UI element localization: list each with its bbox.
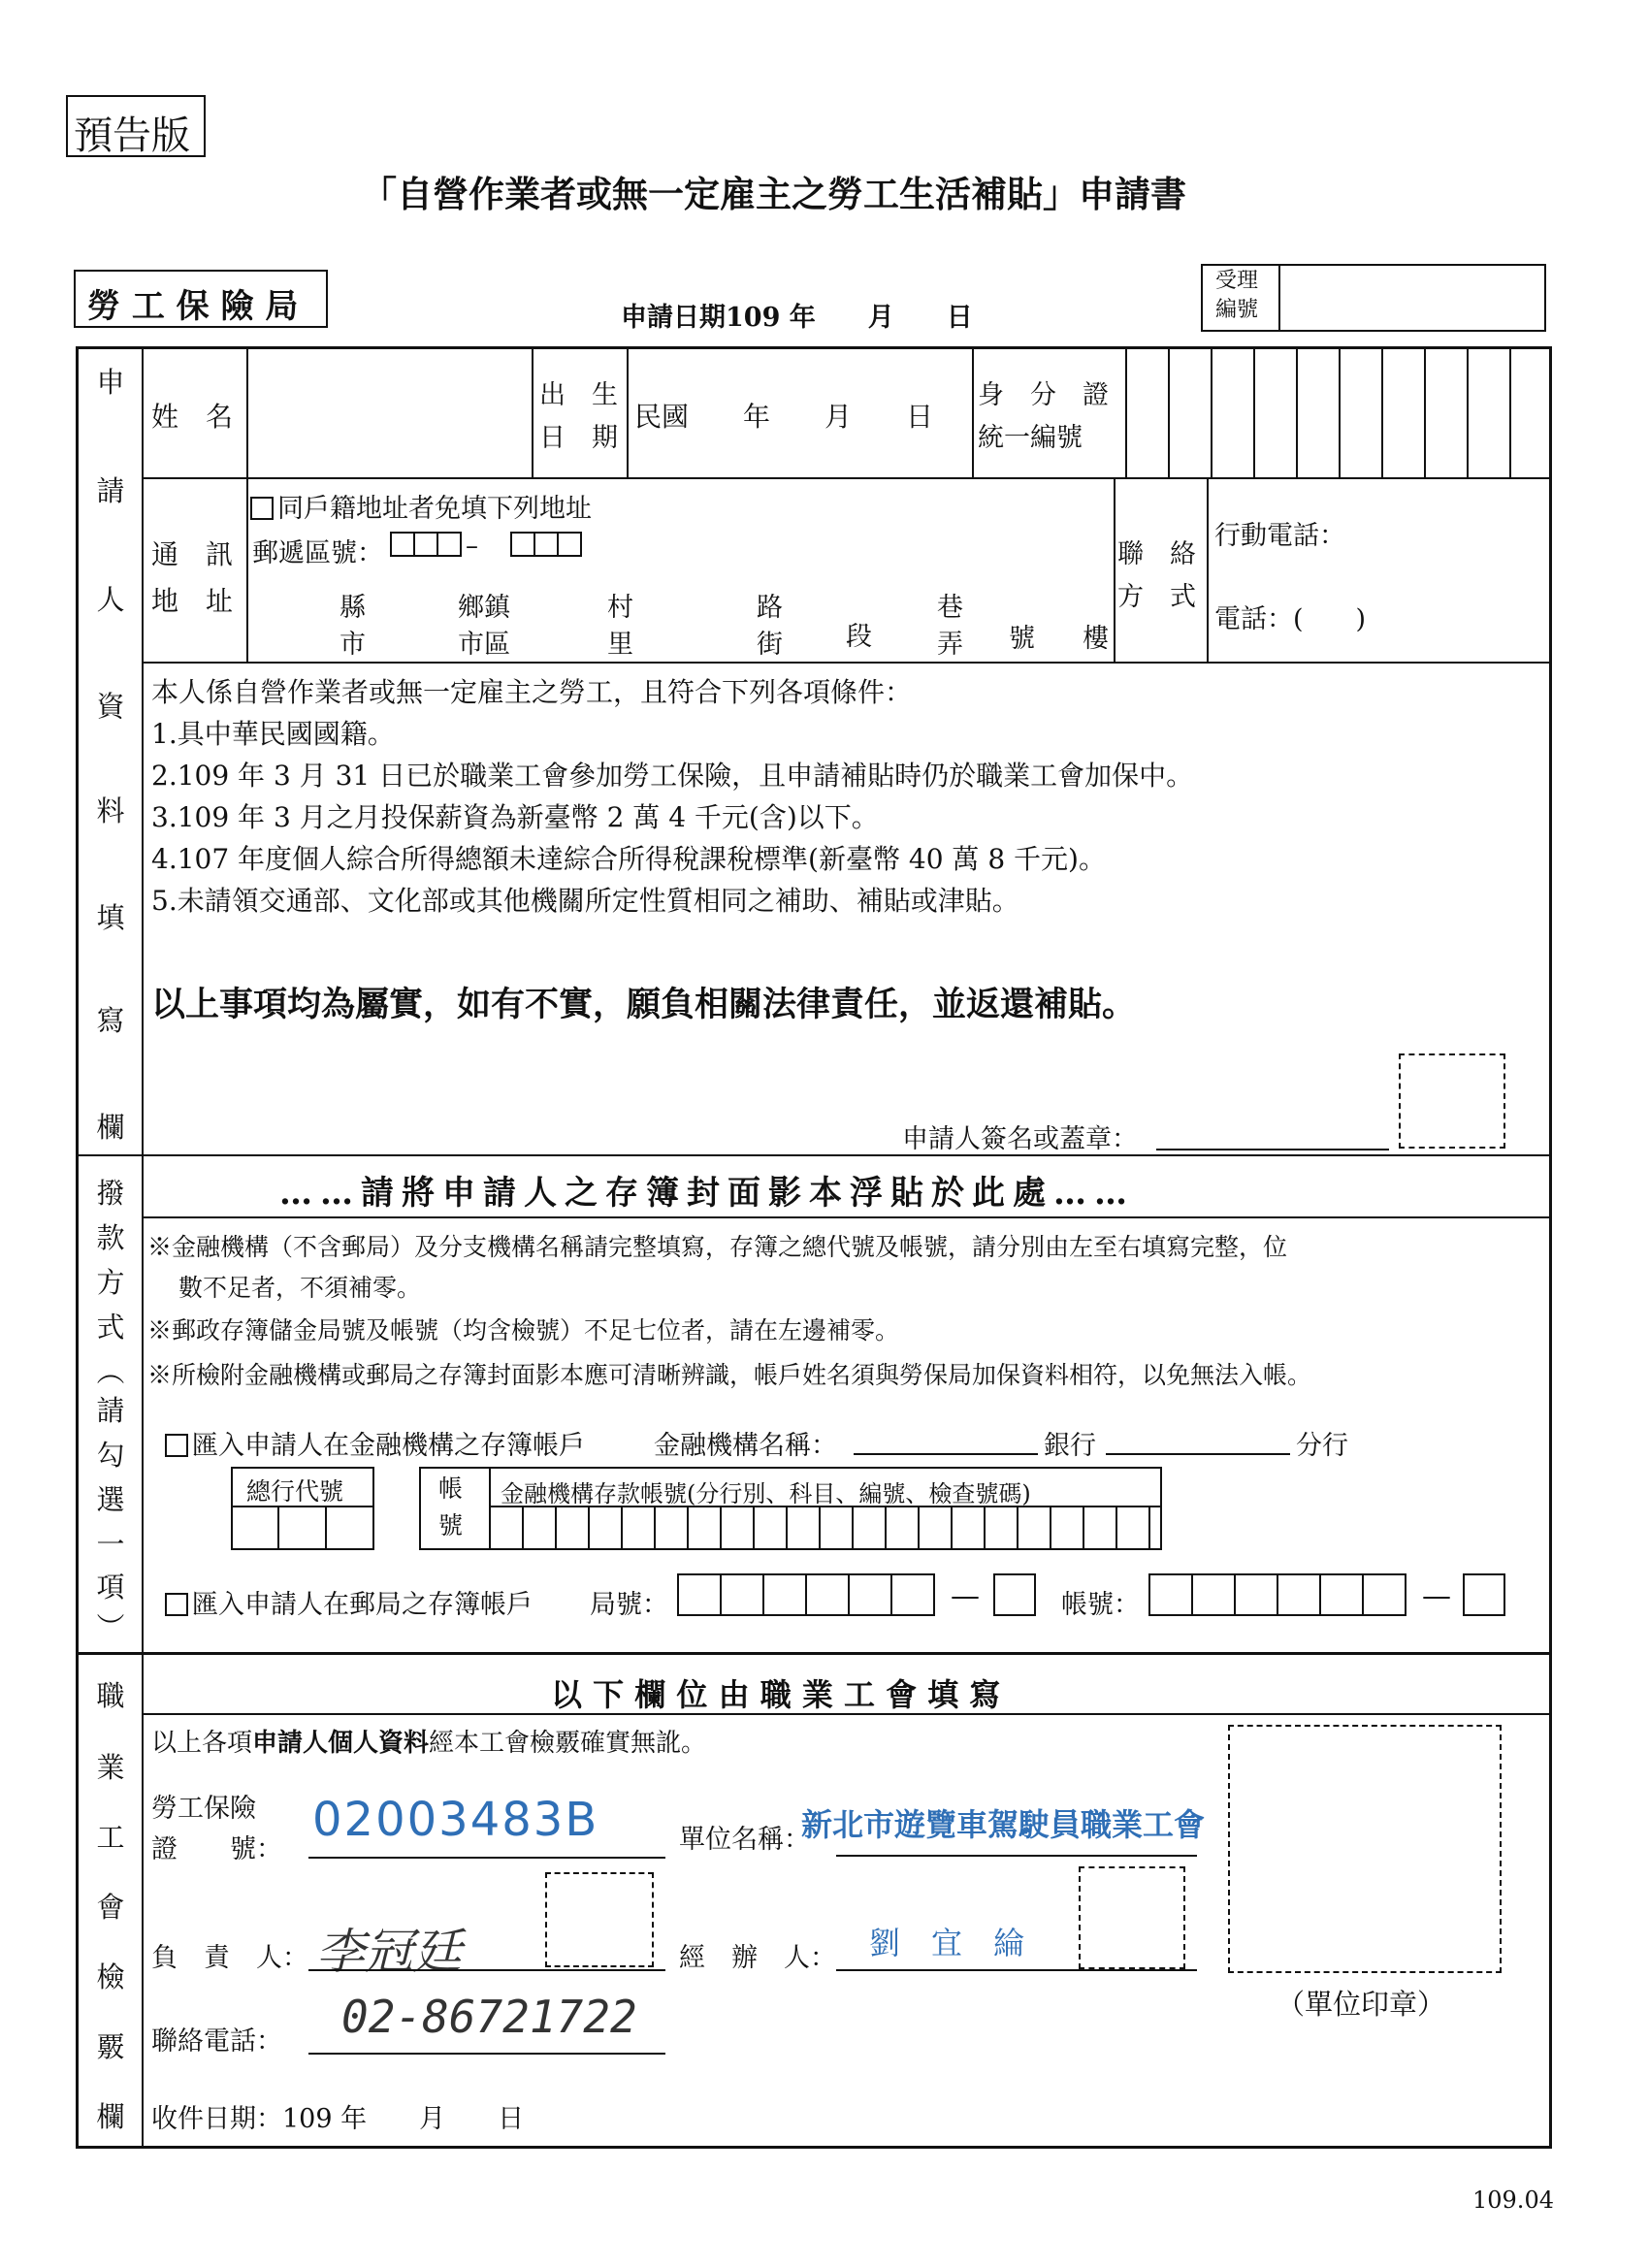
mobile-phone-label[interactable]: 行動電話： [1214, 521, 1345, 551]
bank-note-1-cont: 數不足者，不須補零。 [178, 1274, 422, 1302]
head-code-cells[interactable] [233, 1507, 372, 1548]
postal-code-cells-b[interactable] [510, 532, 580, 557]
chief-seal-box[interactable] [545, 1872, 654, 1967]
handler-name[interactable]: 劉 宜 綸 [869, 1925, 1025, 1961]
post-account-cells[interactable] [1148, 1573, 1405, 1616]
bank-account-cells[interactable] [491, 1507, 1160, 1548]
received-date[interactable]: 收件日期：109 年 月 日 [151, 2104, 525, 2134]
bank-name-line[interactable] [854, 1453, 1038, 1455]
receipt-number-field[interactable] [1282, 268, 1542, 328]
birth-value[interactable]: 民國 年 月 日 [634, 401, 934, 433]
post-account-check-cell[interactable] [1463, 1573, 1504, 1616]
union-verify-text: 以上各項申請人個人資料經本工會檢覈確實無訛。 [151, 1729, 707, 1758]
handler-label: 經 辦 人： [679, 1943, 836, 1973]
union-header: 以 下 欄 位 由 職 業 工 會 填 寫 [551, 1676, 1001, 1713]
address-label: 通 訊 地 址 [151, 538, 234, 617]
bank-name-label: 金融機構名稱： [654, 1431, 837, 1461]
same-household-checkbox[interactable] [250, 497, 274, 520]
agency-label: 勞 工 保 險 局 [87, 287, 299, 326]
contact-label: 聯 絡 方 式 [1117, 539, 1196, 612]
bank-transfer-option[interactable]: 匯入申請人在金融機構之存簿帳戶 [165, 1424, 585, 1462]
signature-label: 申請人簽名或蓋章： [902, 1124, 1138, 1154]
name-field[interactable] [250, 350, 528, 474]
insurance-no-value[interactable]: 02003483B [312, 1793, 599, 1847]
condition-item: 2.109 年 3 月 31 日已於職業工會參加勞工保險，且申請補貼時仍於職業工會加保中。 [151, 760, 1194, 792]
head-code-label: 總行代號 [246, 1477, 344, 1506]
truth-statement: 以上事項均為屬實，如有不實，願負相關法律責任，並返還補貼。 [151, 985, 1137, 1024]
union-phone-label: 聯絡電話： [151, 2026, 282, 2057]
condition-item: 5.未請領交通部、文化部或其他機關所定性質相同之補助、補貼或津貼。 [151, 885, 1019, 917]
name-label: 姓 名 [151, 401, 234, 433]
condition-item: 3.109 年 3 月之月投保薪資為新臺幣 2 萬 4 千元(含)以下。 [151, 801, 879, 833]
insurance-no-label: 勞工保險 證 號： [151, 1794, 282, 1864]
receipt-number-label: 受理 編號 [1215, 269, 1259, 322]
post-office-cells[interactable] [677, 1573, 933, 1616]
postal-label: 郵遞區號： [252, 538, 383, 568]
unit-name-value[interactable]: 新北市遊覽車駕駛員職業工會 [801, 1806, 1206, 1843]
post-transfer-option[interactable]: 匯入申請人在郵局之存簿帳戶 [165, 1583, 533, 1621]
page-title: 「自營作業者或無一定雇主之勞工生活補貼」申請書 [361, 173, 1186, 215]
account-desc: 金融機構存款帳號(分行別、科目、編號、檢查號碼) [501, 1480, 1031, 1507]
account-label: 帳 號 [438, 1474, 464, 1539]
chief-signature[interactable]: 李冠廷 [316, 1924, 462, 1980]
id-label: 身 分 證 統一編號 [978, 380, 1109, 453]
bank-suffix: 銀行 [1044, 1431, 1096, 1461]
unit-name-label: 單位名稱： [679, 1825, 810, 1855]
handler-seal-box[interactable] [1079, 1866, 1185, 1969]
preview-label: 預告版 [74, 113, 190, 158]
declaration-intro: 本人係自營作業者或無一定雇主之勞工，且符合下列各項條件： [151, 676, 913, 708]
birth-label: 出 生 日 期 [539, 380, 618, 453]
bank-note-1: ※金融機構（不含郵局）及分支機構名稱請完整填寫，存簿之總代號及帳號，請分別由左至右填寫完整，位 [147, 1233, 1288, 1261]
signature-seal-box[interactable] [1399, 1053, 1505, 1149]
condition-item: 4.107 年度個人綜合所得總額未達綜合所得稅課稅標準(新臺幣 40 萬 8 千元)。 [151, 843, 1106, 875]
post-transfer-checkbox[interactable] [165, 1593, 188, 1616]
chief-label: 負 責 人： [151, 1943, 308, 1973]
condition-item: 1.具中華民國國籍。 [151, 718, 395, 750]
same-household-option[interactable]: 同戶籍地址者免填下列地址 [250, 487, 592, 525]
post-office-check-cell[interactable] [993, 1573, 1034, 1616]
unit-seal-box[interactable] [1228, 1725, 1502, 1973]
form-version: 109.04 [1472, 2187, 1554, 2214]
post-office-label: 局號： [590, 1590, 668, 1620]
id-number-cells[interactable] [1127, 350, 1548, 474]
apply-date: 申請日期109 年 月 日 [621, 303, 973, 333]
phone-label[interactable]: 電話：( ) [1214, 604, 1367, 634]
branch-name-line[interactable] [1106, 1453, 1290, 1455]
copy-note: ※所檢附金融機構或郵局之存簿封面影本應可清晰辨識，帳戶姓名須與勞保局加保資料相符，以免無法入帳。 [147, 1361, 1312, 1389]
branch-suffix: 分行 [1296, 1431, 1348, 1461]
post-account-label: 帳號： [1061, 1590, 1140, 1620]
unit-seal-label: （單位印章） [1277, 1988, 1446, 2021]
post-note: ※郵政存簿儲金局號及帳號（均含檢號）不足七位者，請在左邊補零。 [147, 1316, 900, 1345]
bank-transfer-checkbox[interactable] [165, 1434, 188, 1457]
postal-code-cells-a[interactable] [390, 532, 460, 557]
signature-line[interactable] [1156, 1149, 1389, 1150]
union-phone-value[interactable]: 02-86721722 [341, 1991, 637, 2043]
passbook-paste-note: ……請將申請人之存簿封面影本浮貼於此處…… [279, 1174, 1135, 1213]
